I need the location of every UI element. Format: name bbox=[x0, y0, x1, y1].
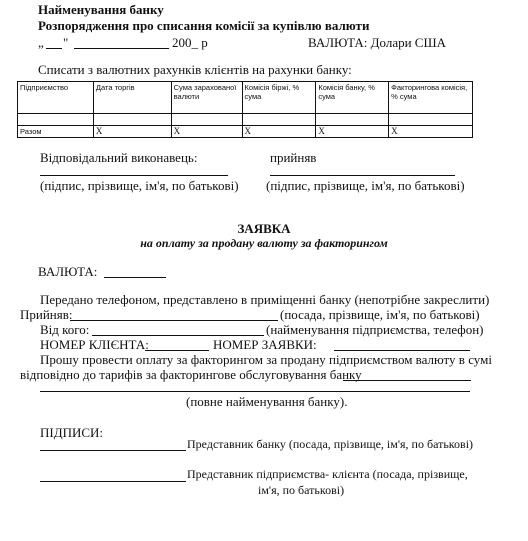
request-number-blank[interactable] bbox=[334, 350, 470, 351]
col-header-exchange-commission: Комісія біржі, % сума bbox=[242, 82, 316, 114]
bank-full-name-line[interactable] bbox=[40, 391, 470, 392]
responsible-executor-label: Відповідальний виконавець: bbox=[40, 150, 198, 165]
received-blank[interactable] bbox=[70, 320, 278, 321]
total-cell: Х bbox=[389, 126, 473, 138]
acceptor-signature-line[interactable] bbox=[270, 175, 455, 176]
col-header-trade-date: Дата торгів bbox=[93, 82, 171, 114]
date-quote-close: " bbox=[63, 35, 69, 50]
table-cell[interactable] bbox=[171, 114, 242, 126]
accepted-label: прийняв bbox=[270, 150, 317, 165]
total-cell: Х bbox=[316, 126, 389, 138]
request-number-label: НОМЕР ЗАЯВКИ: bbox=[213, 337, 317, 352]
from-label: Від кого: bbox=[40, 322, 90, 337]
day-blank[interactable] bbox=[46, 48, 62, 49]
commission-table bbox=[17, 81, 473, 138]
application-subtitle: на оплату за продану валюту за факторингом bbox=[140, 236, 388, 250]
request-text-line2: відповідно до тарифів за факторингове обслуговування банку bbox=[20, 367, 362, 382]
signatures-label: ПІДПИСИ: bbox=[40, 425, 104, 440]
from-hint: (найменування підприємства, телефон) bbox=[266, 322, 484, 337]
total-cell: Х bbox=[171, 126, 242, 138]
table-cell[interactable] bbox=[389, 114, 473, 126]
col-header-factoring-commission: Факторингова комісія, % сума bbox=[389, 82, 473, 114]
table-cell[interactable] bbox=[18, 114, 94, 126]
table-cell[interactable] bbox=[242, 114, 316, 126]
total-cell: Х bbox=[242, 126, 316, 138]
bank-rep-label: Представник банку (посада, прізвище, ім'я, по батькові) bbox=[187, 437, 474, 451]
col-header-enterprise: Підприємство bbox=[18, 82, 94, 114]
amount-blank[interactable] bbox=[343, 380, 471, 381]
total-cell: Х bbox=[93, 126, 171, 138]
received-hint: (посада, прізвище, ім'я, по батькові) bbox=[280, 307, 480, 322]
table-header-row bbox=[18, 82, 473, 114]
debit-instruction: Списати з валютних рахунків клієнтів на рахунки банку: bbox=[38, 62, 352, 77]
total-label: Разом bbox=[18, 126, 94, 138]
currency-dollars: ВАЛЮТА: Долари США bbox=[308, 35, 446, 50]
bank-full-name-hint: (повне найменування банку). bbox=[186, 394, 348, 409]
request-text-line1: Прошу провести оплату за факторингом за продану підприємством валюту в сумі bbox=[40, 352, 492, 367]
from-blank[interactable] bbox=[92, 335, 264, 336]
application-title: ЗАЯВКА bbox=[237, 221, 291, 236]
client-rep-label-line2: ім'я, по батькові) bbox=[258, 483, 345, 497]
client-rep-signature-line[interactable] bbox=[40, 481, 186, 482]
bank-rep-signature-line[interactable] bbox=[40, 450, 186, 451]
client-number-label: НОМЕР КЛІЄНТА: bbox=[40, 337, 149, 352]
col-header-bank-commission: Комісія банку, % сума bbox=[316, 82, 389, 114]
table-total-row bbox=[18, 126, 473, 138]
received-label: Прийняв: bbox=[20, 307, 73, 322]
sign-hint-right: (підпис, прізвище, ім'я, по батькові) bbox=[266, 178, 465, 193]
client-number-blank[interactable] bbox=[145, 350, 209, 351]
table-cell[interactable] bbox=[93, 114, 171, 126]
sign-hint-left: (підпис, прізвище, ім'я, по батькові) bbox=[40, 178, 239, 193]
month-blank[interactable] bbox=[74, 48, 169, 49]
executor-signature-line[interactable] bbox=[40, 175, 228, 176]
year-suffix: 200_ р bbox=[172, 35, 208, 50]
transferred-text: Передано телефоном, представлено в приміщенні банку (непотрібне закреслити) bbox=[40, 292, 490, 307]
app-currency-blank[interactable] bbox=[104, 277, 166, 278]
order-title: Розпорядження про списання комісії за купівлю валюти bbox=[38, 18, 370, 33]
bank-name-label: Найменування банку bbox=[38, 2, 164, 17]
client-rep-label-line1: Представник підприємства- клієнта (посада, прізвище, bbox=[187, 467, 468, 481]
app-currency-label: ВАЛЮТА: bbox=[38, 264, 98, 279]
table-row bbox=[18, 114, 473, 126]
table-cell[interactable] bbox=[316, 114, 389, 126]
col-header-credited-amount: Сума зарахованої валюти bbox=[171, 82, 242, 114]
date-quote-open: „ bbox=[38, 35, 44, 50]
